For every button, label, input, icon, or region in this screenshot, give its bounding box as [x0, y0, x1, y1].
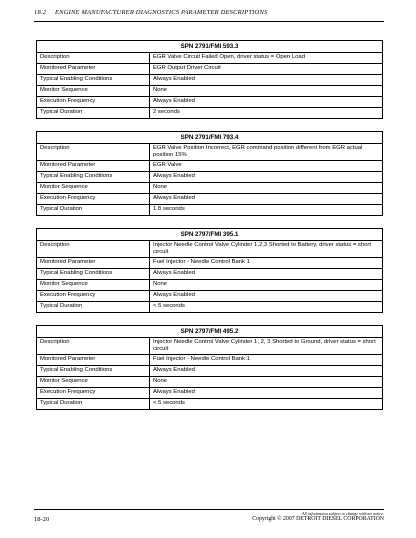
spn-table: [36, 40, 383, 119]
row-value: Always Enabled: [150, 194, 383, 205]
row-label: Typical Enabling Conditions: [37, 75, 150, 86]
row-value: Fuel Injector - Needle Control Bank 1: [150, 258, 383, 269]
row-value: < 5 seconds: [150, 302, 383, 313]
section-number: 18.2: [34, 9, 47, 16]
table-row: [37, 241, 383, 258]
row-value: EGR Valve Position Incorrect, EGR command position different from EGR actual position 15%: [150, 144, 383, 161]
spn-table-title: SPN 2797/FMI 395.1: [37, 229, 383, 241]
table-row: [37, 97, 383, 108]
table-row: [37, 108, 383, 119]
row-label: Typical Enabling Conditions: [37, 172, 150, 183]
footer-divider: [34, 509, 384, 510]
row-label: Monitor Sequence: [37, 280, 150, 291]
table-row: [37, 64, 383, 75]
table-row: [37, 172, 383, 183]
row-value: Always Enabled: [150, 172, 383, 183]
row-label: Monitored Parameter: [37, 355, 150, 366]
table-row: [37, 388, 383, 399]
row-label: Monitor Sequence: [37, 377, 150, 388]
row-label: Execution Frequency: [37, 388, 150, 399]
row-value: Always Enabled: [150, 97, 383, 108]
row-label: Monitor Sequence: [37, 183, 150, 194]
row-value: Always Enabled: [150, 291, 383, 302]
row-value: None: [150, 86, 383, 97]
row-label: Typical Duration: [37, 205, 150, 216]
table-row: [37, 53, 383, 64]
row-label: Description: [37, 53, 150, 64]
running-header: [34, 9, 384, 16]
copyright-text: Copyright © 2007 DETROIT DIESEL CORPORATION: [252, 516, 384, 522]
row-value: EGR Valve Circuit Failed Open, driver status = Open Load: [150, 53, 383, 64]
spn-table: [36, 325, 383, 410]
spn-table-title: SPN 2797/FMI 495.2: [37, 326, 383, 338]
table-row: [37, 377, 383, 388]
row-label: Execution Frequency: [37, 194, 150, 205]
row-value: EGR Valve: [150, 161, 383, 172]
table-row: [37, 302, 383, 313]
table-row: [37, 291, 383, 302]
spn-table-title: SPN 2791/FMI 793.4: [37, 132, 383, 144]
page-number: 18-20: [34, 516, 50, 523]
table-row: [37, 269, 383, 280]
row-label: Typical Duration: [37, 302, 150, 313]
row-value: Always Enabled: [150, 366, 383, 377]
row-label: Typical Enabling Conditions: [37, 366, 150, 377]
row-value: < 5 seconds: [150, 399, 383, 410]
footer-credits: [252, 511, 384, 522]
row-label: Monitored Parameter: [37, 64, 150, 75]
row-label: Description: [37, 241, 150, 258]
table-row: [37, 366, 383, 377]
table-row: [37, 355, 383, 366]
row-value: Fuel Injector - Needle Control Bank 1: [150, 355, 383, 366]
row-value: Always Enabled: [150, 388, 383, 399]
row-label: Description: [37, 144, 150, 161]
row-label: Execution Frequency: [37, 97, 150, 108]
row-value: Injector Needle Control Valve Cylinder 1, 2, 3 Shorted to Ground, driver status = short circuit: [150, 338, 383, 355]
row-label: Monitored Parameter: [37, 258, 150, 269]
table-row: [37, 183, 383, 194]
table-row: [37, 86, 383, 97]
row-value: Injector Needle Control Valve Cylinder 1,2,3 Shorted to Battery, driver status = short circuit: [150, 241, 383, 258]
row-value: None: [150, 183, 383, 194]
table-row: [37, 161, 383, 172]
row-label: Monitored Parameter: [37, 161, 150, 172]
table-row: [37, 399, 383, 410]
spn-table: [36, 131, 383, 216]
row-value: Always Enabled: [150, 269, 383, 280]
spn-tables: [36, 40, 383, 422]
table-row: [37, 144, 383, 161]
table-row: [37, 338, 383, 355]
change-notice: All information subject to change without notice.: [302, 511, 384, 516]
header-divider: [34, 21, 384, 22]
row-value: Always Enabled: [150, 75, 383, 86]
table-row: [37, 75, 383, 86]
row-label: Typical Enabling Conditions: [37, 269, 150, 280]
row-label: Execution Frequency: [37, 291, 150, 302]
row-value: EGR Output Driver Circuit: [150, 64, 383, 75]
row-value: None: [150, 377, 383, 388]
row-value: 1.8 seconds: [150, 205, 383, 216]
table-row: [37, 258, 383, 269]
row-value: 2 seconds: [150, 108, 383, 119]
spn-table-title: SPN 2791/FMI 593.3: [37, 41, 383, 53]
spn-table: [36, 228, 383, 313]
table-row: [37, 205, 383, 216]
row-label: Monitor Sequence: [37, 86, 150, 97]
row-label: Description: [37, 338, 150, 355]
table-row: [37, 194, 383, 205]
row-label: Typical Duration: [37, 399, 150, 410]
row-value: None: [150, 280, 383, 291]
table-row: [37, 280, 383, 291]
row-label: Typical Duration: [37, 108, 150, 119]
section-title: ENGINE MANUFACTURER DIAGNOSTICS PARAMETER DESCRIPTIONS: [55, 9, 268, 16]
